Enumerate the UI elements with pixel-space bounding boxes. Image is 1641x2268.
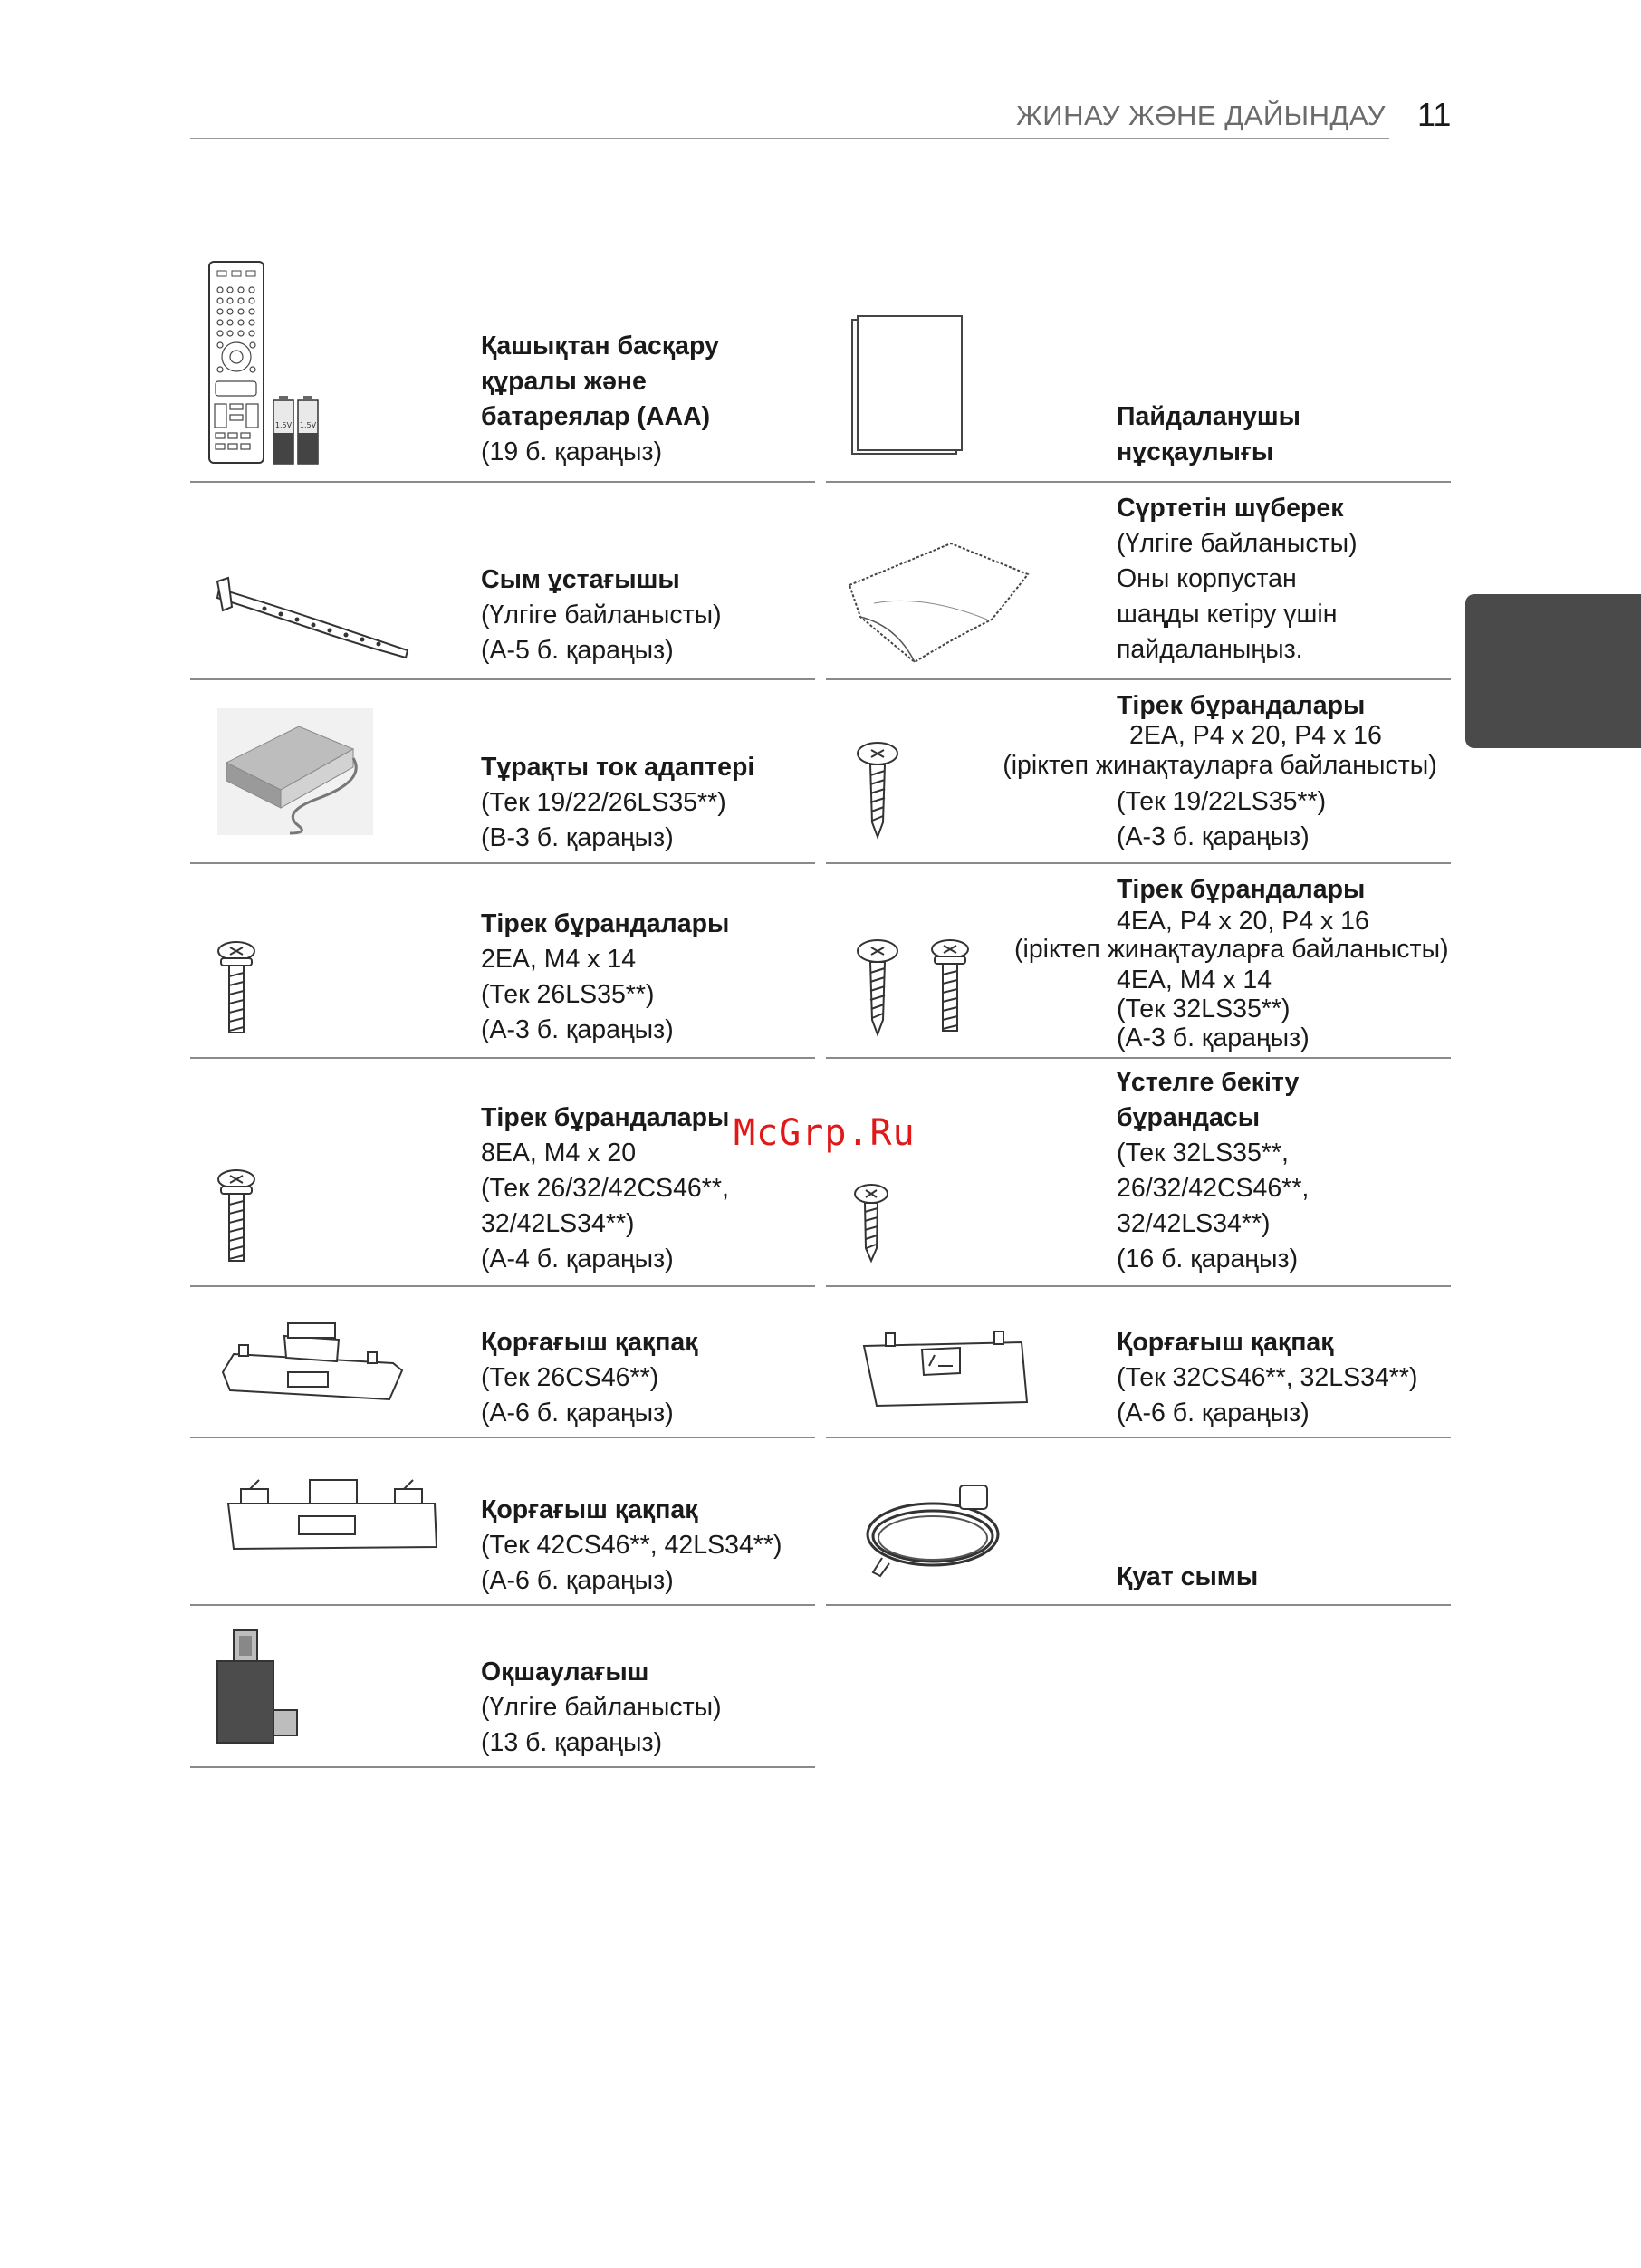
cable-holder-illustration [210,571,414,661]
item-spec: 4EA, P4 x 20, P4 x 16 [1117,907,1369,936]
item-title: Пайдаланушы [1117,402,1300,431]
isolator-text [481,1655,722,1761]
item-detail: (A-6 б. қараңыз) [1117,1398,1310,1427]
cable-holder-text [481,562,722,668]
battery-label: 1.5V [274,421,293,429]
item-detail: (Тек 26/32/42CS46**, [481,1174,729,1203]
item-detail: (A-6 б. қараңыз) [481,1398,674,1427]
cloth-text [1117,491,1358,668]
desk-screw-icon [853,1183,889,1264]
item-spec-note: (іріктеп жинақтауларға байланысты) [1014,935,1449,964]
item-title: Қорғағыш қақпақ [1117,1328,1334,1357]
item-title: Тірек бұрандалары [1117,691,1366,720]
screws-m4-20-text [481,1100,729,1277]
item-title: Тірек бұрандалары [481,909,730,938]
row-divider [190,1285,815,1287]
manual-text [1117,399,1300,470]
item-title: Тұрақты ток адаптері [481,753,755,782]
protective-cover-26-illustration [221,1318,407,1401]
watermark: McGrp.Ru [734,1112,916,1154]
protective-cover-42-illustration [223,1476,440,1563]
item-detail: Оны корпустан [1117,564,1297,593]
battery-label: 1.5V [299,421,317,429]
item-title: Қашықтан басқару [481,332,719,360]
cover-32-text [1117,1325,1417,1431]
remote-text [481,329,719,470]
screw-m4-icon [216,940,257,1038]
section-tab [1465,594,1641,748]
item-detail: 8EA, M4 x 20 [481,1139,637,1168]
item-detail: (Үлгіге байланысты) [1117,529,1358,558]
row-divider [190,1604,815,1606]
cover-26-text [481,1325,698,1431]
power-cord-text [1117,1560,1258,1595]
item-spec: 2EA, P4 x 20, P4 x 16 [1129,721,1382,750]
section-title: ЖИНАУ ЖӘНЕ ДАЙЫНДАУ [1016,100,1386,131]
item-detail: шаңды кетіру үшін [1117,600,1338,629]
item-detail: 32/42LS34**) [1117,1209,1271,1238]
dc-adapter-illustration [217,708,373,835]
item-detail: (A-3 б. қараңыз) [481,1015,674,1044]
screw-p4-icon [855,938,900,1038]
row-divider [826,678,1451,680]
row-divider [190,1437,815,1438]
item-title: Қорғағыш қақпақ [481,1328,698,1357]
item-detail: (16 б. қараңыз) [1117,1245,1299,1273]
item-spec-note: (іріктеп жинақтауларға байланысты) [1003,751,1437,780]
row-divider [826,1057,1451,1059]
item-detail: (B-3 б. қараңыз) [481,823,674,852]
row-divider [826,1437,1451,1438]
row-divider [190,1766,815,1768]
item-title: батареялар (AAA) [481,402,711,431]
item-title: Оқшаулағыш [481,1658,649,1687]
adapter-text [481,750,754,856]
remote-control-illustration [206,259,324,467]
item-detail: (Тек 32LS35**, [1117,1139,1289,1168]
header-rule [190,138,1389,139]
row-divider [190,678,815,680]
item-title: Қуат сымы [1117,1562,1259,1591]
item-detail: пайдаланыңыз. [1117,635,1303,664]
item-detail: (A-6 б. қараңыз) [481,1566,674,1595]
item-detail: (A-4 б. қараңыз) [481,1245,674,1273]
page-number: 11 [1417,96,1452,133]
row-divider [190,862,815,864]
screws-p4-title [1117,688,1365,724]
item-detail: 32/42LS34**) [481,1209,635,1238]
screws-m4-14-text [481,907,729,1048]
item-title: Тірек бұрандалары [481,1103,730,1132]
item-detail: (13 б. қараңыз) [481,1728,663,1757]
cover-42-text [481,1493,782,1599]
manual-illustration [849,313,967,458]
screws-p4-details [1117,784,1326,855]
screw-m4-icon [929,938,971,1036]
item-detail: 4EA, M4 x 14 [1117,966,1272,995]
item-title: бұрандасы [1117,1103,1261,1132]
item-detail: (Үлгіге байланысты) [481,1693,722,1722]
item-detail: (Тек 32LS35**) [1117,995,1291,1023]
item-title: Үстелге бекіту [1117,1068,1300,1097]
row-divider [826,1285,1451,1287]
item-title: құралы және [481,367,647,396]
screw-p4-icon [855,741,900,841]
item-title: Сым ұстағышы [481,565,680,594]
item-detail: 2EA, M4 x 14 [481,945,637,974]
row-divider [826,1604,1451,1606]
item-title: Тірек бұрандалары [1117,875,1366,904]
power-cord-illustration [860,1482,1019,1581]
item-detail: 26/32/42CS46**, [1117,1174,1310,1203]
item-detail: (Тек 32CS46**, 32LS34**) [1117,1363,1418,1392]
desk-screw-text [1117,1065,1309,1277]
screws-mixed-title [1117,872,1365,908]
screw-m4-icon [216,1168,257,1266]
item-title: Қорғағыш қақпақ [481,1495,698,1524]
item-detail: (Тек 19/22/26LS35**) [481,788,726,817]
item-detail: (Тек 26CS46**) [481,1363,659,1392]
item-title: Сүртетін шүберек [1117,494,1344,523]
protective-cover-32-illustration [859,1315,1032,1409]
screws-p4-spec [993,721,1446,781]
isolator-illustration [214,1627,301,1746]
row-divider [826,862,1451,864]
item-detail: (Тек 26LS35**) [481,980,655,1009]
item-title: нұсқаулығы [1117,437,1274,466]
screws-mixed-spec [1014,908,1467,964]
item-detail: (19 б. қараңыз) [481,437,663,466]
cleaning-cloth-illustration [842,540,1037,667]
row-divider [190,1057,815,1059]
item-detail: (Үлгіге байланысты) [481,601,722,629]
item-detail: (A-5 б. қараңыз) [481,636,674,665]
item-detail: (A-3 б. қараңыз) [1117,822,1310,851]
screws-mixed-details [1117,966,1310,1052]
item-detail: (Тек 42CS46**, 42LS34**) [481,1531,782,1560]
row-divider [190,481,815,483]
item-detail: (A-3 б. қараңыз) [1117,1023,1310,1052]
item-detail: (Тек 19/22LS35**) [1117,787,1327,816]
row-divider [826,481,1451,483]
